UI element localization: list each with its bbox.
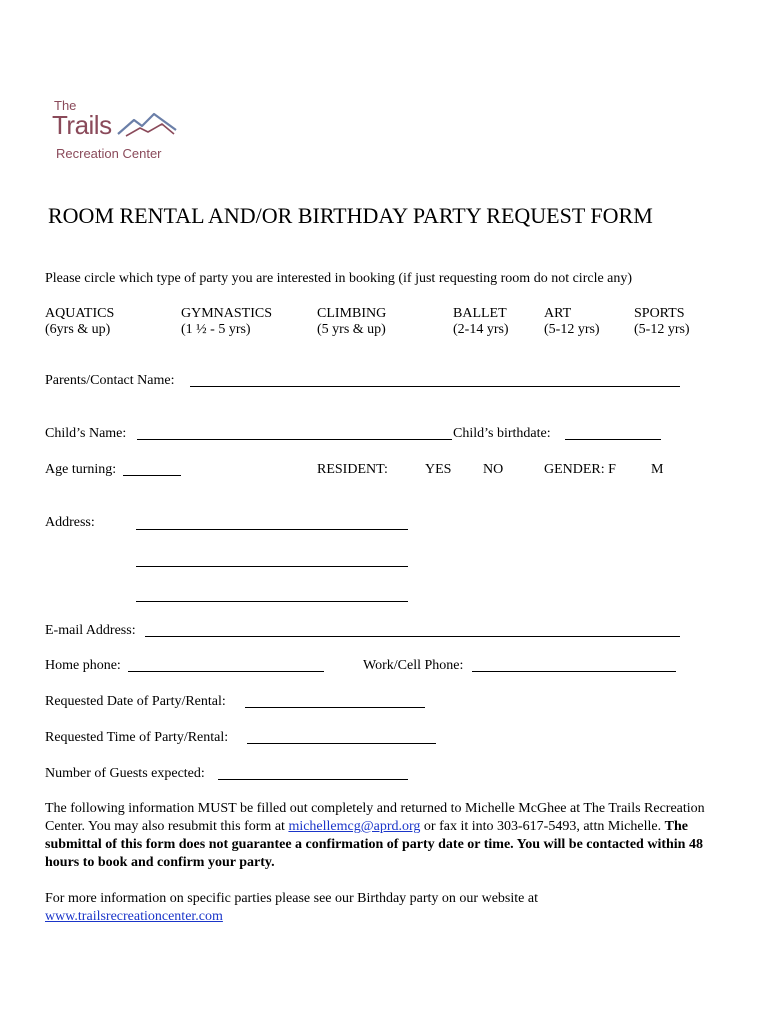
logo-the-text: The [54, 98, 77, 113]
address-line-1[interactable] [136, 529, 408, 530]
age-turning-label: Age turning: [45, 462, 117, 477]
party-ages: (5-12 yrs) [634, 322, 690, 337]
party-name: SPORTS [634, 306, 685, 321]
resident-no-option[interactable]: NO [483, 462, 504, 477]
mountain-icon [116, 110, 178, 138]
childs-birthdate-label: Child’s birthdate: [453, 426, 551, 441]
party-ages: (5 yrs & up) [317, 322, 386, 337]
party-name: GYMNASTICS [181, 306, 273, 321]
more-info-paragraph [45, 890, 735, 926]
address-line-3[interactable] [136, 601, 408, 602]
childs-name-field[interactable] [137, 439, 452, 440]
resident-yes-option[interactable]: YES [425, 462, 452, 477]
email-field[interactable] [145, 636, 680, 637]
party-type-instruction: Please circle which type of party you are interested in booking (if just requesting room do not circle any) [45, 271, 633, 286]
notice-bold-text: The submittal of this form does not guarantee a confirmation of party date or time. You will be contacted within 48 hours to book and confirm your party. [45, 819, 703, 870]
childs-name-label: Child’s Name: [45, 426, 127, 441]
gender-m-option[interactable]: M [651, 462, 664, 477]
trails-logo [50, 98, 180, 164]
work-cell-phone-label: Work/Cell Phone: [363, 658, 464, 673]
home-phone-field[interactable] [128, 671, 324, 672]
requested-date-field[interactable] [245, 707, 425, 708]
home-phone-label: Home phone: [45, 658, 121, 673]
work-cell-phone-field[interactable] [472, 671, 676, 672]
contact-email-link[interactable]: michellemcg@aprd.org [288, 819, 421, 834]
party-option-climbing[interactable] [317, 306, 386, 338]
party-name: AQUATICS [45, 306, 115, 321]
party-option-sports[interactable] [634, 306, 690, 338]
email-label: E-mail Address: [45, 623, 136, 638]
address-line-2[interactable] [136, 566, 408, 567]
requested-time-label: Requested Time of Party/Rental: [45, 730, 229, 745]
gender-f-option[interactable]: GENDER: F [544, 462, 616, 477]
notice-text-2: or fax it into 303-617-5493, attn Michelle. [420, 819, 665, 834]
party-option-aquatics[interactable] [45, 306, 114, 338]
party-ages: (1 ½ - 5 yrs) [181, 322, 251, 337]
guests-label: Number of Guests expected: [45, 766, 205, 781]
parents-contact-field[interactable] [190, 386, 680, 387]
logo-trails-text: Trails [52, 110, 112, 140]
party-option-gymnastics[interactable] [181, 306, 272, 338]
party-ages: (6yrs & up) [45, 322, 111, 337]
website-link[interactable]: www.trailsrecreationcenter.com [45, 909, 223, 924]
notice-text-1: The following information MUST be filled out completely and returned to Michelle McGhee at The Trails Recreation Center. You may also resubmit this form at [45, 801, 705, 834]
requested-time-field[interactable] [247, 743, 436, 744]
resident-label: RESIDENT: [317, 462, 388, 477]
party-name: ART [544, 306, 572, 321]
address-label: Address: [45, 515, 95, 530]
more-info-text: For more information on specific parties please see our Birthday party on our website at [45, 891, 538, 906]
party-ages: (2-14 yrs) [453, 322, 509, 337]
age-turning-field[interactable] [123, 475, 181, 476]
submission-notice [45, 800, 735, 872]
party-name: BALLET [453, 306, 507, 321]
party-option-ballet[interactable] [453, 306, 509, 338]
form-title: ROOM RENTAL AND/OR BIRTHDAY PARTY REQUEST FORM [48, 203, 653, 228]
party-ages: (5-12 yrs) [544, 322, 600, 337]
childs-birthdate-field[interactable] [565, 439, 661, 440]
party-option-art[interactable] [544, 306, 600, 338]
guests-field[interactable] [218, 779, 408, 780]
requested-date-label: Requested Date of Party/Rental: [45, 694, 226, 709]
party-name: CLIMBING [317, 306, 387, 321]
logo-subtitle: Recreation Center [56, 146, 162, 161]
parents-contact-label: Parents/Contact Name: [45, 373, 175, 388]
